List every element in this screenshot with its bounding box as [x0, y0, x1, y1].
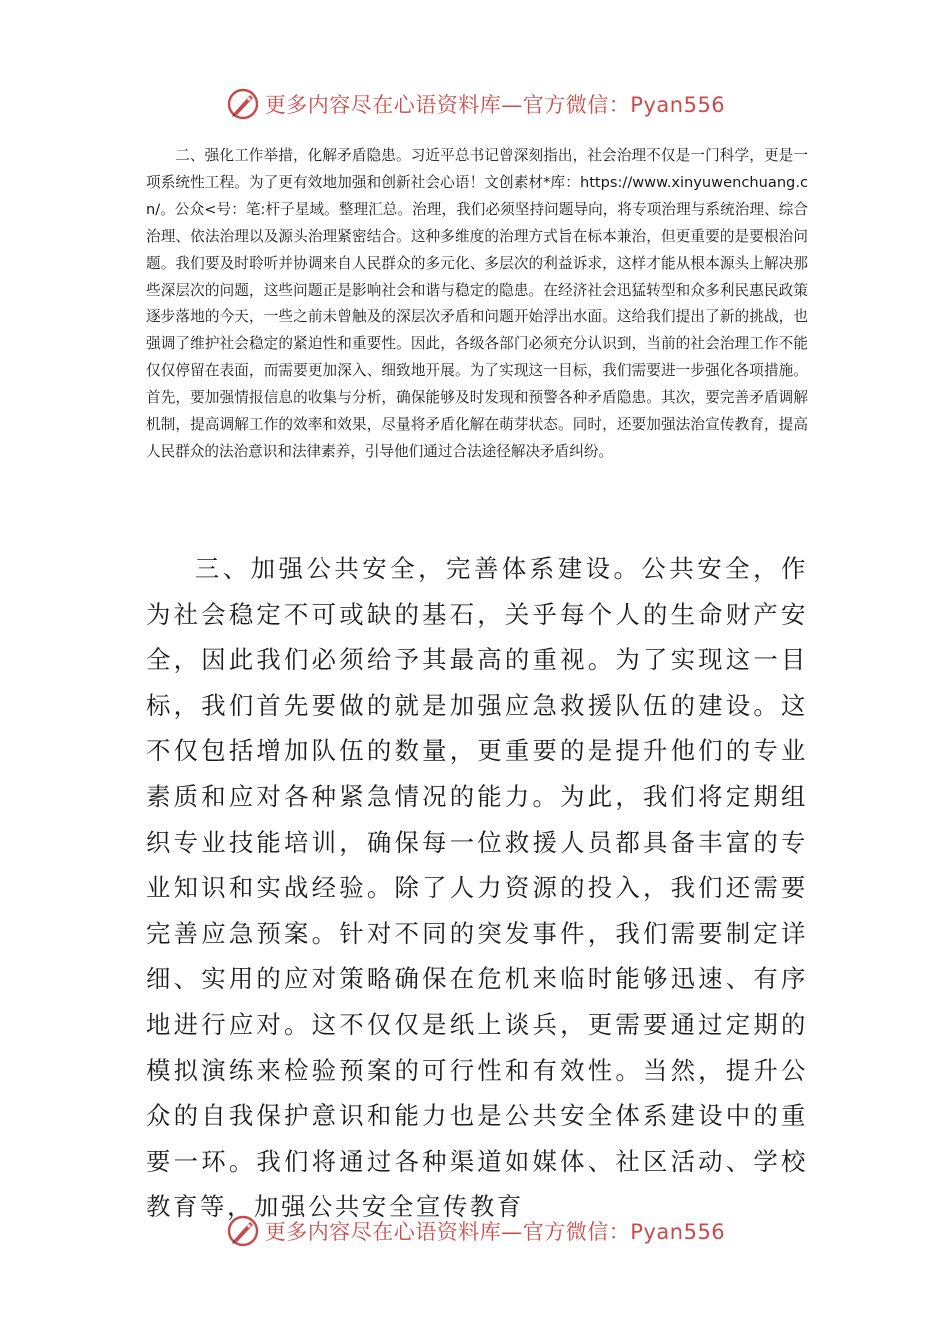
footer-banner-text: 更多内容尽在心语资料库—官方微信：Pyan556	[264, 1220, 726, 1244]
paragraph-3: 三、加强公共安全，完善体系建设。公共安全，作为社会稳定不可或缺的基石，关乎每个人的生命财产安全，因此我们必须给予其最高的重视。为了实现这一目标，我们首先要做的就是加强应急救援队伍的建设。这不仅包括增加队伍的数量，更重要的是提升他们的专业素质和应对各种紧急情况的能力。为此，我们将定期组织专业技能培训，确保每一位救援人员都具备丰富的专业知识和实战经验。除了人力资源的投入，我们还需要完善应急预案。针对不同的突发事件，我们需要制定详细、实用的应对策略确保在危机来临时能够迅速、有序地进行应对。这不仅仅是纸上谈兵，更需要通过定期的模拟演练来检验预案的可行性和有效性。当然，提升公众的自我保护意识和能力也是公共安全体系建设中的重要一环。我们将通过各种渠道如媒体、社区活动、学校教育等，加强公共安全宣传教育	[146, 554, 808, 1222]
header-banner	[0, 84, 950, 124]
pen-nib-logo-icon	[225, 86, 261, 122]
header-banner-text: 更多内容尽在心语资料库—官方微信：Pyan556	[264, 93, 726, 117]
pen-nib-logo-icon	[225, 1213, 261, 1249]
footer-banner	[0, 1211, 950, 1251]
paragraph-2: 二、强化工作举措，化解矛盾隐患。习近平总书记曾深刻指出，社会治理不仅是一门科学，更是一项系统性工程。为了更有效地加强和创新社会心语！文创素材*库：https://www.xinyuwenchuang.cn/。公众<号：笔:杆子星域。整理汇总。治理，我们必须坚持问题导向，将专项治理与系统治理、综合治理、依法治理以及源头治理紧密结合。这种多维度的治理方式旨在标本兼治，但更重要的是要根治问题。我们要及时聆听并协调来自人民群众的多元化、多层次的利益诉求，这样才能从根本源头上解决那些深层次的问题，这些问题正是影响社会和谐与稳定的隐患。在经济社会迅猛转型和众多利民惠民政策逐步落地的今天，一些之前未曾触及的深层次矛盾和问题开始浮出水面。这给我们提出了新的挑战，也强调了维护社会稳定的紧迫性和重要性。因此，各级各部门必须充分认识到，当前的社会治理工作不能仅仅停留在表面，而需要更加深入、细致地开展。为了实现这一目标，我们需要进一步强化各项措施。首先，要加强情报信息的收集与分析，确保能够及时发现和预警各种矛盾隐患。其次，要完善矛盾调解机制，提高调解工作的效率和效果，尽量将矛盾化解在萌芽状态。同时，还要加强法治宣传教育，提高人民群众的法治意识和法律素养，引导他们通过合法途径解决矛盾纠纷。	[146, 147, 808, 460]
